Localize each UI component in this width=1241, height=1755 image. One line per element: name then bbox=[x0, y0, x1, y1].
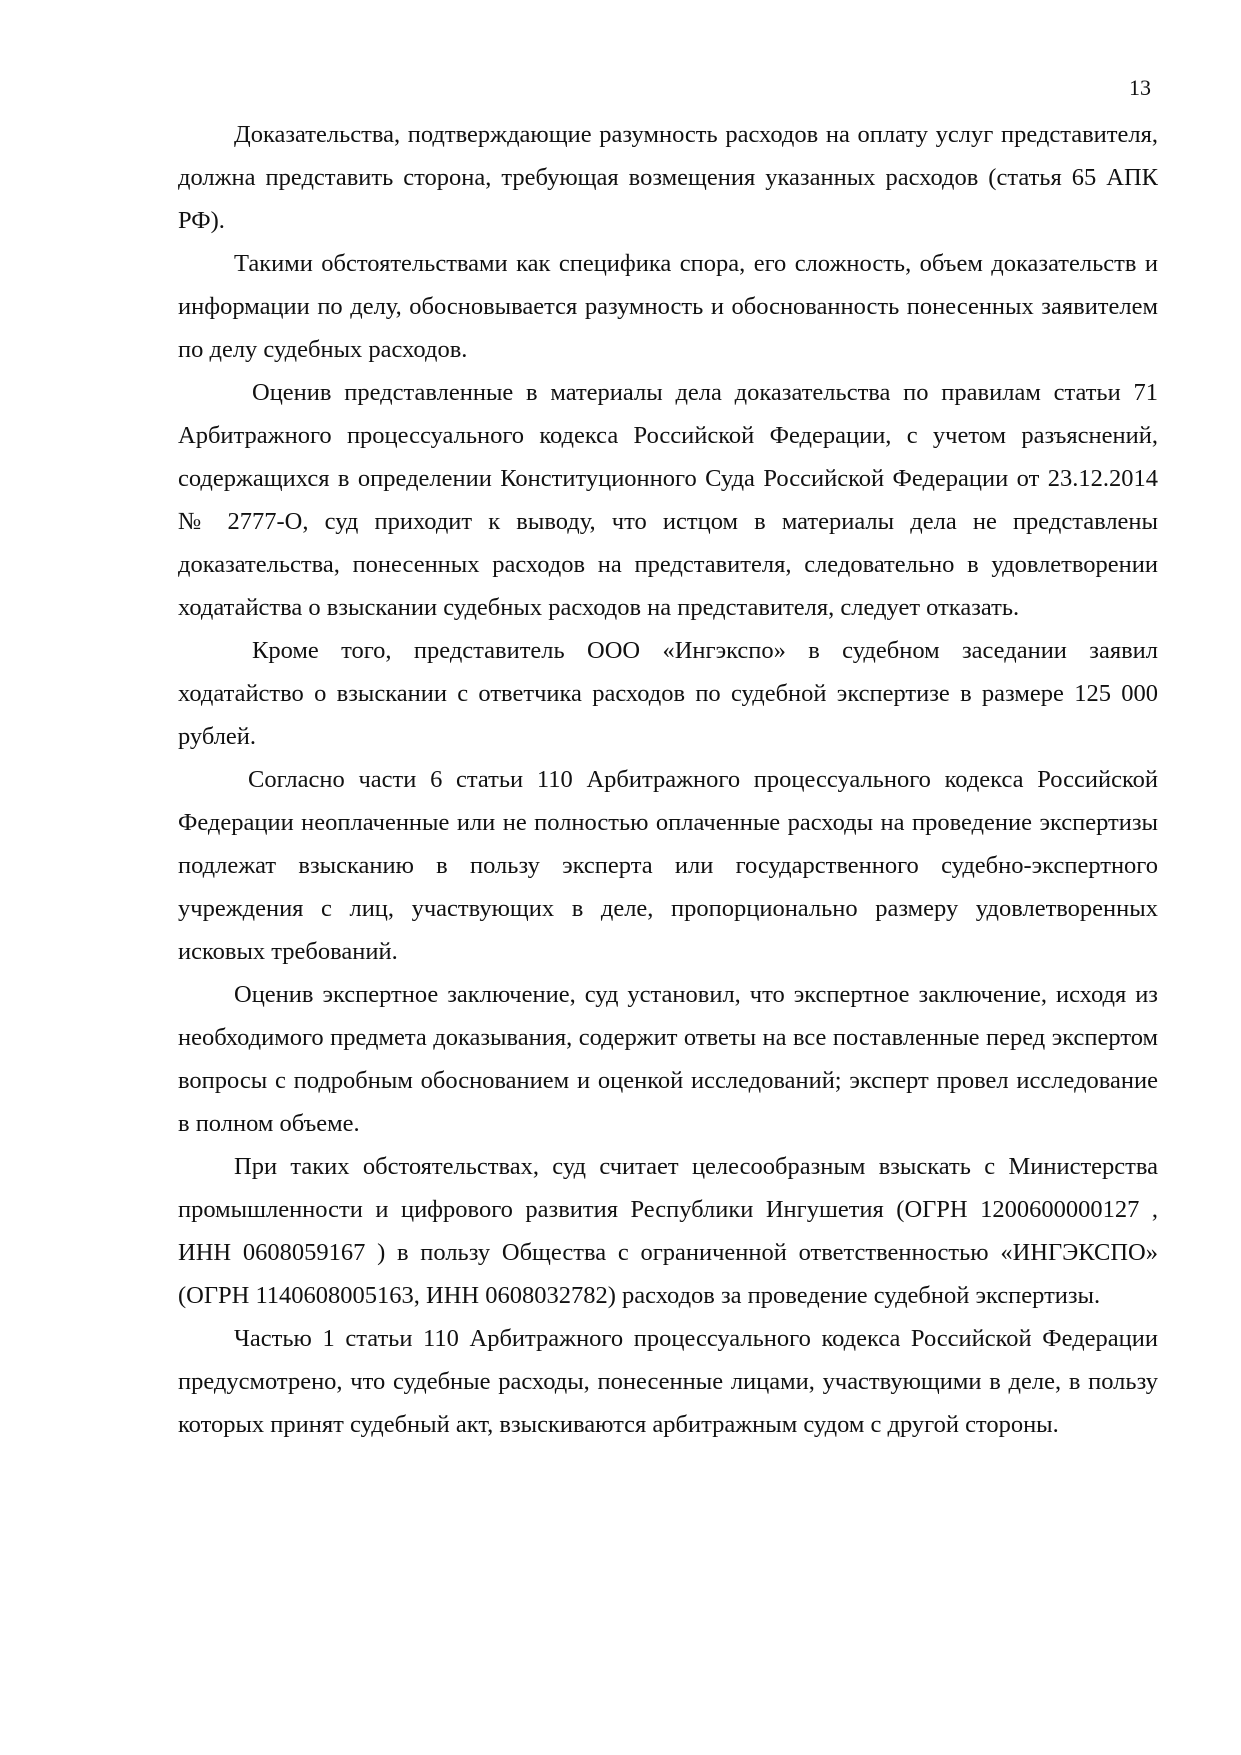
paragraph-article-110-part-1: Частью 1 статьи 110 Арбитражного процессуального кодекса Российской Федерации предусмотрено, что судебные расходы, понесенные лицами, участвующими в деле, в пользу которых принят судебный акт, взыскиваются арбитражным судом с другой стороны. bbox=[178, 1325, 1158, 1438]
paragraph-recovery-decision: При таких обстоятельствах, суд считает целесообразным взыскать с Министерства промышленности и цифрового развития Республики Ингушетия (ОГРН 1200600000127 , ИНН 0608059167 ) в пользу Общества с ограниченной ответственностью «ИНГЭКСПО» (ОГРН 1140608005163, ИНН 0608032782) расходов за проведение судебной экспертизы. bbox=[178, 1153, 1158, 1309]
paragraph-circumstances: Такими обстоятельствами как специфика спора, его сложность, объем доказательств и информации по делу, обосновывается разумность и обоснованность понесенных заявителем по делу судебных расходов. bbox=[178, 250, 1158, 363]
paragraph-expert-conclusion: Оценив экспертное заключение, суд установил, что экспертное заключение, исходя из необходимого предмета доказывания, содержит ответы на все поставленные перед экспертом вопросы с подробным обоснованием и оценкой исследований; эксперт провел исследование в полном объеме. bbox=[178, 981, 1158, 1137]
paragraph-article-110-part-6: Согласно части 6 статьи 110 Арбитражного процессуального кодекса Российской Федерации неоплаченные или не полностью оплаченные расходы на проведение экспертизы подлежат взысканию в пользу эксперта или государственного судебно-экспертного учреждения с лиц, участвующих в деле, пропорционально размеру удовлетворенных исковых требований. bbox=[178, 766, 1158, 965]
paragraph-evidence-reasonableness: Доказательства, подтверждающие разумность расходов на оплату услуг представителя, должна представить сторона, требующая возмещения указанных расходов (статья 65 АПК РФ). bbox=[178, 121, 1158, 234]
document-body bbox=[178, 113, 1158, 1446]
paragraph-court-assessment: Оценив представленные в материалы дела доказательства по правилам статьи 71 Арбитражного процессуального кодекса Российской Федерации, с учетом разъяснений, содержащихся в определении Конституционного Суда Российской Федерации от 23.12.2014 № 2777-О, суд приходит к выводу, что истцом в материалы дела не представлены доказательства, понесенных расходов на представителя, следовательно в удовлетворении ходатайства о взыскании судебных расходов на представителя, следует отказать. bbox=[178, 379, 1158, 621]
page-number: 13 bbox=[1129, 75, 1151, 100]
paragraph-expert-fee-motion: Кроме того, представитель ООО «Ингэкспо» в судебном заседании заявил ходатайство о взыскании с ответчика расходов по судебной экспертизе в размере 125 000 рублей. bbox=[178, 637, 1158, 750]
